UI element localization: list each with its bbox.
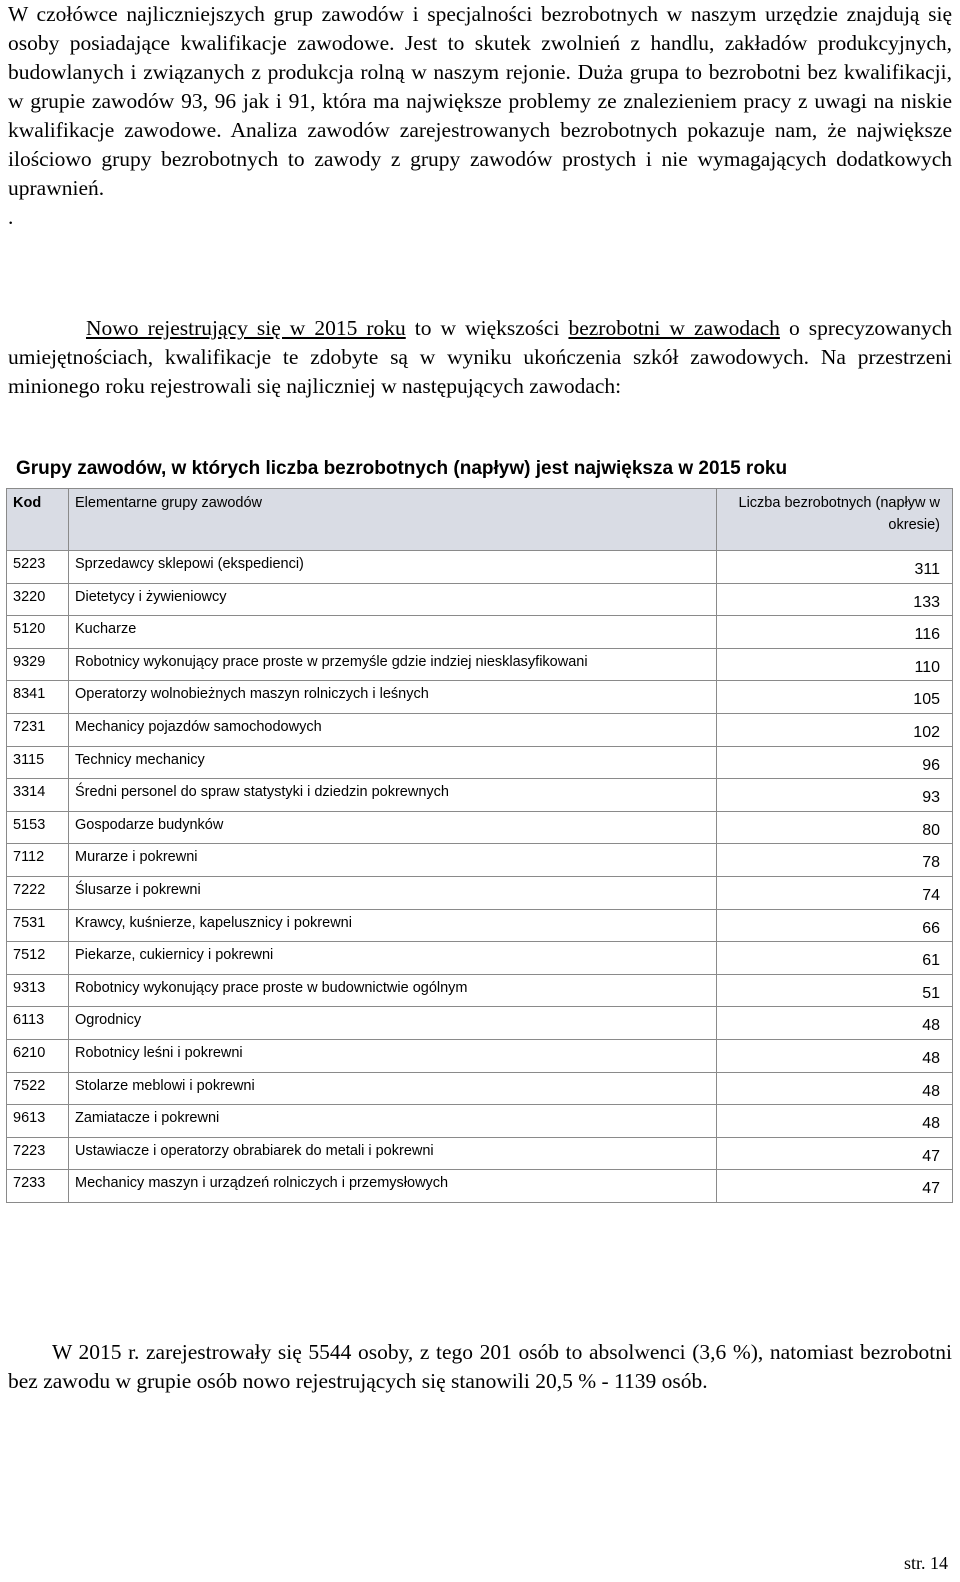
table-row [7,779,953,812]
row-code: 3115 [7,746,69,779]
paragraph-text-rest: o sprecyzowanych umiejętnościach, kwalifikacje te zdobyte są w wyniku ukończenia szkół zawodowych. Na przestrzeni minionego roku rejestrowali się najliczniej w następujących zawodach: [8,316,952,398]
row-code: 7233 [7,1170,69,1203]
row-code: 3314 [7,779,69,812]
registration-paragraph [8,314,952,401]
table-row [7,844,953,877]
table-row [7,1007,953,1040]
table-row [7,681,953,714]
table-row [7,1170,953,1203]
row-code: 9329 [7,648,69,681]
row-unemployed-count: 311 [717,551,953,584]
row-code: 7522 [7,1072,69,1105]
table-row [7,1105,953,1138]
table-row [7,746,953,779]
row-occupation-name: Średni personel do spraw statystyki i dziedzin pokrewnych [69,779,717,812]
table-row [7,713,953,746]
row-unemployed-count: 93 [717,779,953,812]
row-occupation-name: Mechanicy maszyn i urządzeń rolniczych i przemysłowych [69,1170,717,1203]
stray-period: . [8,205,14,229]
row-occupation-name: Operatorzy wolnobieżnych maszyn rolniczych i leśnych [69,681,717,714]
row-occupation-name: Ogrodnicy [69,1007,717,1040]
row-occupation-name: Zamiatacze i pokrewni [69,1105,717,1138]
row-unemployed-count: 110 [717,648,953,681]
occupation-groups-table [6,488,953,1203]
row-unemployed-count: 48 [717,1007,953,1040]
underlined-phrase-new-registrants: Nowo rejestrujący się w 2015 roku [86,316,406,340]
table-row [7,1039,953,1072]
row-code: 6113 [7,1007,69,1040]
row-code: 7112 [7,844,69,877]
table-row [7,942,953,975]
table-row [7,551,953,584]
row-occupation-name: Robotnicy wykonujący prace proste w przemyśle gdzie indziej niesklasyfikowani [69,648,717,681]
table-row [7,1072,953,1105]
row-unemployed-count: 51 [717,974,953,1007]
page-number: str. 14 [903,1553,948,1573]
table-row [7,1137,953,1170]
row-occupation-name: Technicy mechanicy [69,746,717,779]
row-code: 7512 [7,942,69,975]
row-occupation-name: Dietetycy i żywieniowcy [69,583,717,616]
row-code: 5223 [7,551,69,584]
intro-paragraph-text: W czołówce najliczniejszych grup zawodów i specjalności bezrobotnych w naszym urzędzie znajdują się osoby posiadające kwalifikacje zawodowe. Jest to skutek zwolnień z handlu, zakładów produkcyjnych, budowlanych i związanych z produkcja rolną w naszym rejonie. Duża grupa to bezrobotni bez kwalifikacji, w grupie zawodów 93, 96 jak i 91, która ma największe problemy ze znalezieniem pracy z uwagi na niskie kwalifikacje zawodowe. Analiza zawodów zarejestrowanych bezrobotnych pokazuje nam, że największe ilościowo grupy bezrobotnych to zawody z grupy zawodów prostych i nie wymagających dodatkowych uprawnień. [8,2,952,200]
row-code: 7531 [7,909,69,942]
header-unemployed-count: Liczba bezrobotnych (napływ w okresie) [717,489,953,551]
row-code: 5120 [7,616,69,649]
row-code: 7222 [7,876,69,909]
table-row [7,648,953,681]
row-occupation-name: Kucharze [69,616,717,649]
paragraph-text-mid: to w większości [405,316,569,340]
table-row [7,583,953,616]
row-unemployed-count: 96 [717,746,953,779]
row-unemployed-count: 48 [717,1072,953,1105]
row-unemployed-count: 48 [717,1105,953,1138]
row-unemployed-count: 66 [717,909,953,942]
row-code: 8341 [7,681,69,714]
row-unemployed-count: 116 [717,616,953,649]
row-occupation-name: Robotnicy wykonujący prace proste w budownictwie ogólnym [69,974,717,1007]
row-occupation-name: Mechanicy pojazdów samochodowych [69,713,717,746]
row-unemployed-count: 102 [717,713,953,746]
table-row [7,616,953,649]
row-code: 7223 [7,1137,69,1170]
row-occupation-name: Stolarze meblowi i pokrewni [69,1072,717,1105]
row-unemployed-count: 47 [717,1137,953,1170]
row-code: 3220 [7,583,69,616]
row-code: 9613 [7,1105,69,1138]
row-occupation-name: Krawcy, kuśnierze, kapelusznicy i pokrewni [69,909,717,942]
row-unemployed-count: 47 [717,1170,953,1203]
row-code: 6210 [7,1039,69,1072]
row-occupation-name: Ślusarze i pokrewni [69,876,717,909]
row-code: 7231 [7,713,69,746]
row-code: 9313 [7,974,69,1007]
row-unemployed-count: 61 [717,942,953,975]
header-occupation-group: Elementarne grupy zawodów [69,489,717,551]
summary-paragraph [8,1338,952,1396]
row-code: 5153 [7,811,69,844]
table-row [7,876,953,909]
row-occupation-name: Ustawiacze i operatorzy obrabiarek do metali i pokrewni [69,1137,717,1170]
table-header-row [7,489,953,551]
row-occupation-name: Sprzedawcy sklepowi (ekspedienci) [69,551,717,584]
table-row [7,974,953,1007]
row-occupation-name: Robotnicy leśni i pokrewni [69,1039,717,1072]
intro-paragraph [8,0,952,232]
table-row [7,909,953,942]
row-unemployed-count: 105 [717,681,953,714]
row-unemployed-count: 74 [717,876,953,909]
row-occupation-name: Murarze i pokrewni [69,844,717,877]
table-row [7,811,953,844]
row-occupation-name: Gospodarze budynków [69,811,717,844]
summary-paragraph-text: W 2015 r. zarejestrowały się 5544 osoby, z tego 201 osób to absolwenci (3,6 %), natomiast bezrobotni bez zawodu w grupie osób nowo rejestrujących się stanowili 20,5 % - 1139 osób. [8,1340,952,1393]
row-occupation-name: Piekarze, cukiernicy i pokrewni [69,942,717,975]
row-unemployed-count: 133 [717,583,953,616]
row-unemployed-count: 48 [717,1039,953,1072]
underlined-phrase-unemployed-in-professions: bezrobotni w zawodach [568,316,780,340]
header-kod: Kod [7,489,69,551]
table-title: Grupy zawodów, w których liczba bezrobotnych (napływ) jest największa w 2015 roku [16,458,788,479]
row-unemployed-count: 80 [717,811,953,844]
row-unemployed-count: 78 [717,844,953,877]
